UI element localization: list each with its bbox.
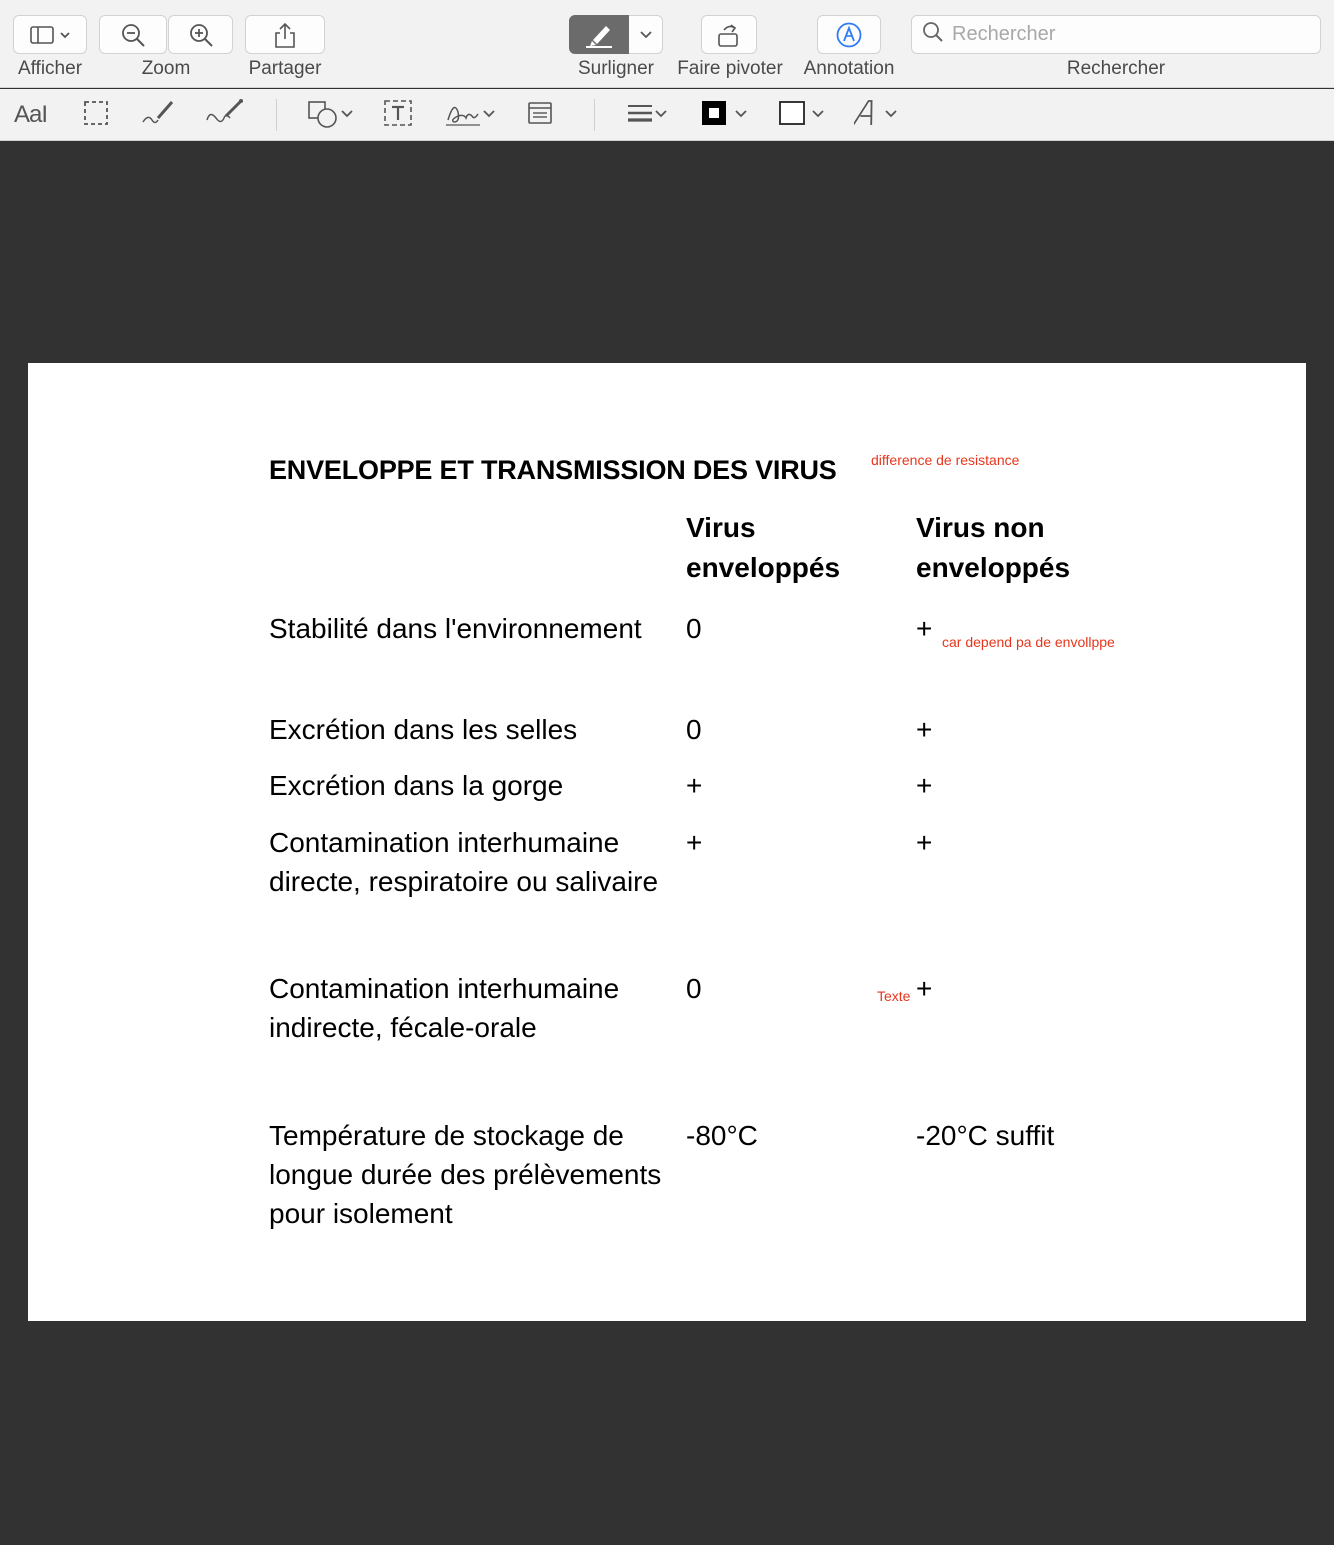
shape-style-tool[interactable] [626,97,668,133]
sidebar-view-button[interactable] [13,15,87,54]
highlighter-icon [584,22,614,48]
document-page[interactable] [28,363,1306,1321]
row-label: Excrétion dans la gorge [269,770,564,801]
texte-annotation[interactable]: Texte [877,988,911,1004]
search-icon [922,21,944,48]
text-box-tool[interactable] [382,97,414,133]
zoom-in-button[interactable] [168,15,233,54]
zoom-in-icon [188,22,214,48]
signature-tool[interactable] [444,97,496,133]
zoom-out-button[interactable] [99,15,167,54]
chevron-down-icon [340,106,354,124]
text-box-icon [382,98,414,133]
chevron-down-icon [639,30,653,40]
row-value-non-enveloped: + [916,973,933,1004]
markup-separator [594,99,595,131]
rectangular-selection-icon [82,99,110,132]
zoom-label: Zoom [141,58,191,79]
search-input[interactable] [952,23,1312,46]
row-label: Température de stockage de longue durée des prélèvements pour isolement [269,1120,662,1229]
share-button[interactable] [245,15,325,54]
row-value-non-enveloped: + [916,714,933,745]
column-header-enveloped: Virus enveloppés [686,512,841,583]
surligner-label: Surligner [577,58,655,79]
main-toolbar [0,0,1334,88]
chevron-down-icon [728,106,748,124]
row-value-enveloped: + [686,770,703,801]
text-style-tool[interactable] [854,97,900,133]
fill-color-tool[interactable] [777,97,825,133]
fill-color-icon [777,99,807,132]
rotate-button[interactable] [701,15,757,54]
markup-separator [276,99,277,131]
row-value-enveloped: 0 [686,973,702,1004]
row-value-enveloped: + [686,827,703,858]
share-icon [273,21,297,49]
sketch-icon [140,98,176,133]
border-color-tool[interactable] [700,97,748,133]
shapes-tool[interactable] [306,97,354,133]
text-style-icon [854,98,882,133]
highlight-button[interactable] [569,15,629,54]
draw-tool[interactable] [204,97,246,133]
line-style-icon [626,101,654,130]
row-value-non-enveloped: + [916,827,933,858]
text-selection-tool[interactable] [14,97,47,133]
draw-icon [204,98,246,133]
partager-label: Partager [248,58,322,79]
row-value-non-enveloped: + [916,770,933,801]
document-title: ENVELOPPE ET TRANSMISSION DES VIRUS [269,455,837,485]
title-annotation[interactable]: difference de resistance [871,452,1020,468]
row-label: Contamination interhumaine indirecte, fécale-orale [269,973,620,1043]
row-value-enveloped: -80°C [686,1120,758,1151]
border-color-icon [700,99,728,132]
row-value-enveloped: 0 [686,714,702,745]
afficher-label: Afficher [17,58,83,79]
row-label: Contamination interhumaine directe, respiratoire ou salivaire [269,827,659,897]
highlight-style-dropdown[interactable] [629,15,663,54]
row-value-non-enveloped: + [916,613,933,644]
search-field[interactable] [911,15,1321,54]
sketch-tool[interactable] [140,97,176,133]
sidebar-icon [28,24,72,46]
faire-pivoter-label: Faire pivoter [677,58,783,79]
annotation-button[interactable] [817,15,881,54]
row-label: Stabilité dans l'environnement [269,613,642,644]
note-icon [526,99,554,132]
signature-icon [444,98,482,133]
chevron-down-icon [882,106,900,124]
rotate-icon [715,21,743,49]
markup-pen-icon [835,21,863,49]
row-value-non-enveloped: -20°C suffit [916,1120,1055,1151]
rechercher-label: Rechercher [1066,58,1166,79]
zoom-out-icon [120,22,146,48]
chevron-down-icon [807,106,825,124]
text-selection-label: AaI [14,101,48,128]
shapes-icon [306,98,340,133]
column-header-non-enveloped: Virus non enveloppés [916,512,1071,583]
row-label: Excrétion dans les selles [269,714,578,745]
annotation-label: Annotation [803,58,895,79]
chevron-down-icon [654,106,668,124]
markup-toolbar [0,89,1334,141]
rectangular-selection-tool[interactable] [82,97,110,133]
chevron-down-icon [482,106,496,124]
note-tool[interactable] [526,97,554,133]
stability-annotation[interactable]: car depend pa de envollppe [942,634,1115,650]
row-value-enveloped: 0 [686,613,702,644]
